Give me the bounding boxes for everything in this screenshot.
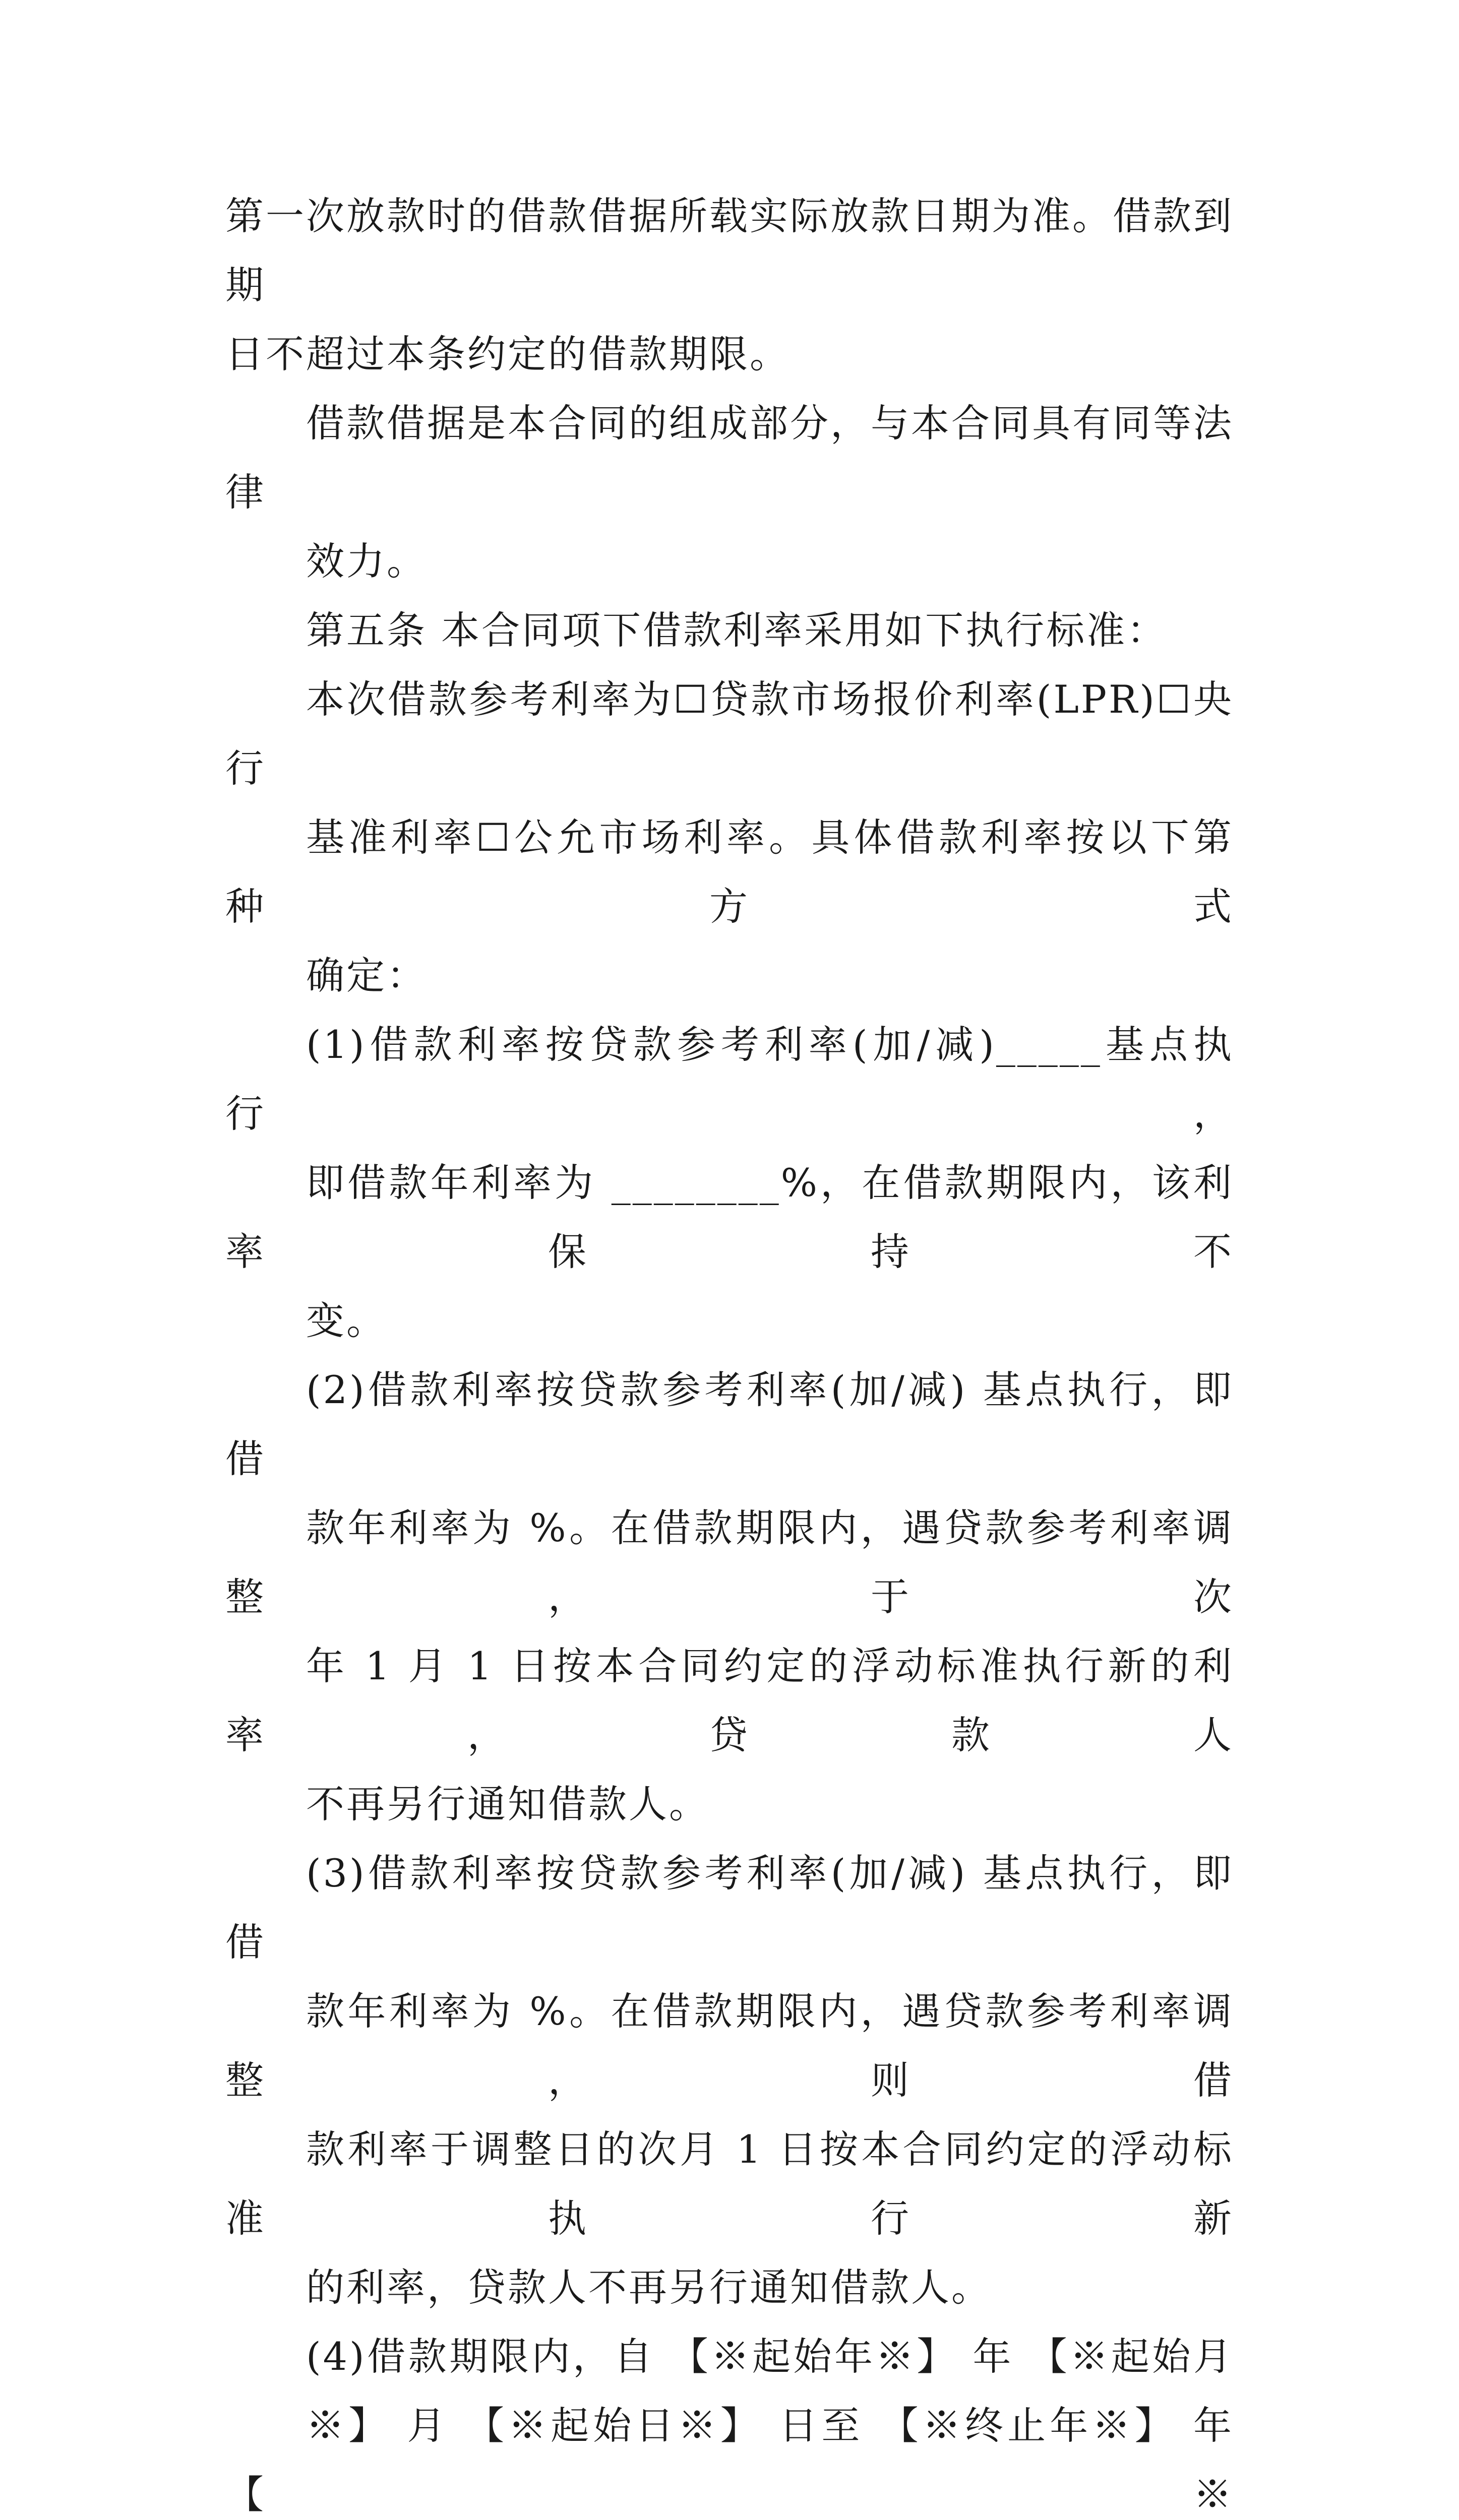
text-line: (1)借款利率按贷款参考利率(加/减)_____基点执行，	[225, 1022, 1234, 1136]
text-line: 的利率，贷款人不再另行通知借款人。	[306, 2265, 992, 2310]
text-line: (3)借款利率按贷款参考利率(加/减) 基点执行，即借	[225, 1851, 1234, 1965]
article-five-heading	[225, 596, 1234, 665]
text-line: 款年利率为 %。在借款期限内，遇贷款参考利率调整，则借	[225, 1989, 1234, 2103]
text-line: 日不超过本条约定的借款期限。	[225, 332, 790, 376]
text-line: (2)借款利率按贷款参考利率(加/减) 基点执行，即借	[225, 1367, 1234, 1481]
text-line: (4)借款期限内，自 【※起始年※】 年 【※起始月	[306, 2334, 1234, 2379]
text-line: 年 1 月 1 日按本合同约定的浮动标准执行新的利率，贷款人	[225, 1644, 1234, 1757]
paragraph-reference-rate	[225, 665, 1234, 1010]
text-line: ※】 月 【※起始日※】 日至 【※终止年※】 年 【※	[225, 2403, 1234, 2517]
text-line: 即借款年利率为 ________%，在借款期限内，该利率保持不	[225, 1160, 1234, 1274]
text-line: 不再另行通知借款人。	[306, 1782, 709, 1826]
text-line: 基准利率☐公允市场利率。具体借款利率按以下第 种方式	[225, 815, 1234, 929]
text-line: 效力。	[306, 539, 427, 584]
text-line: 第一次放款时的借款借据所载实际放款日期为准。借款到期	[225, 194, 1234, 307]
text-line: 款利率于调整日的次月 1 日按本合同约定的浮动标准执行新	[225, 2127, 1234, 2241]
text-line: 第五条 本合同项下借款利率采用如下执行标准：	[306, 608, 1168, 653]
option-2	[225, 1355, 1234, 1839]
option-3	[225, 1839, 1234, 2322]
text-line: 借款借据是本合同的组成部分，与本合同具有同等法律	[225, 401, 1234, 515]
text-line: 本次借款参考利率为☐贷款市场报价利率(LPR)☐央行	[225, 677, 1234, 791]
text-line: 确定：	[306, 953, 427, 998]
paragraph-1	[225, 181, 1234, 389]
text-line: 款年利率为 %。在借款期限内，遇贷款参考利率调整，于次	[225, 1505, 1234, 1619]
paragraph-2	[225, 389, 1234, 596]
option-1	[225, 1010, 1234, 1355]
text-line: 变。	[306, 1298, 387, 1343]
document-page	[225, 181, 1234, 2520]
option-4	[225, 2322, 1234, 2520]
